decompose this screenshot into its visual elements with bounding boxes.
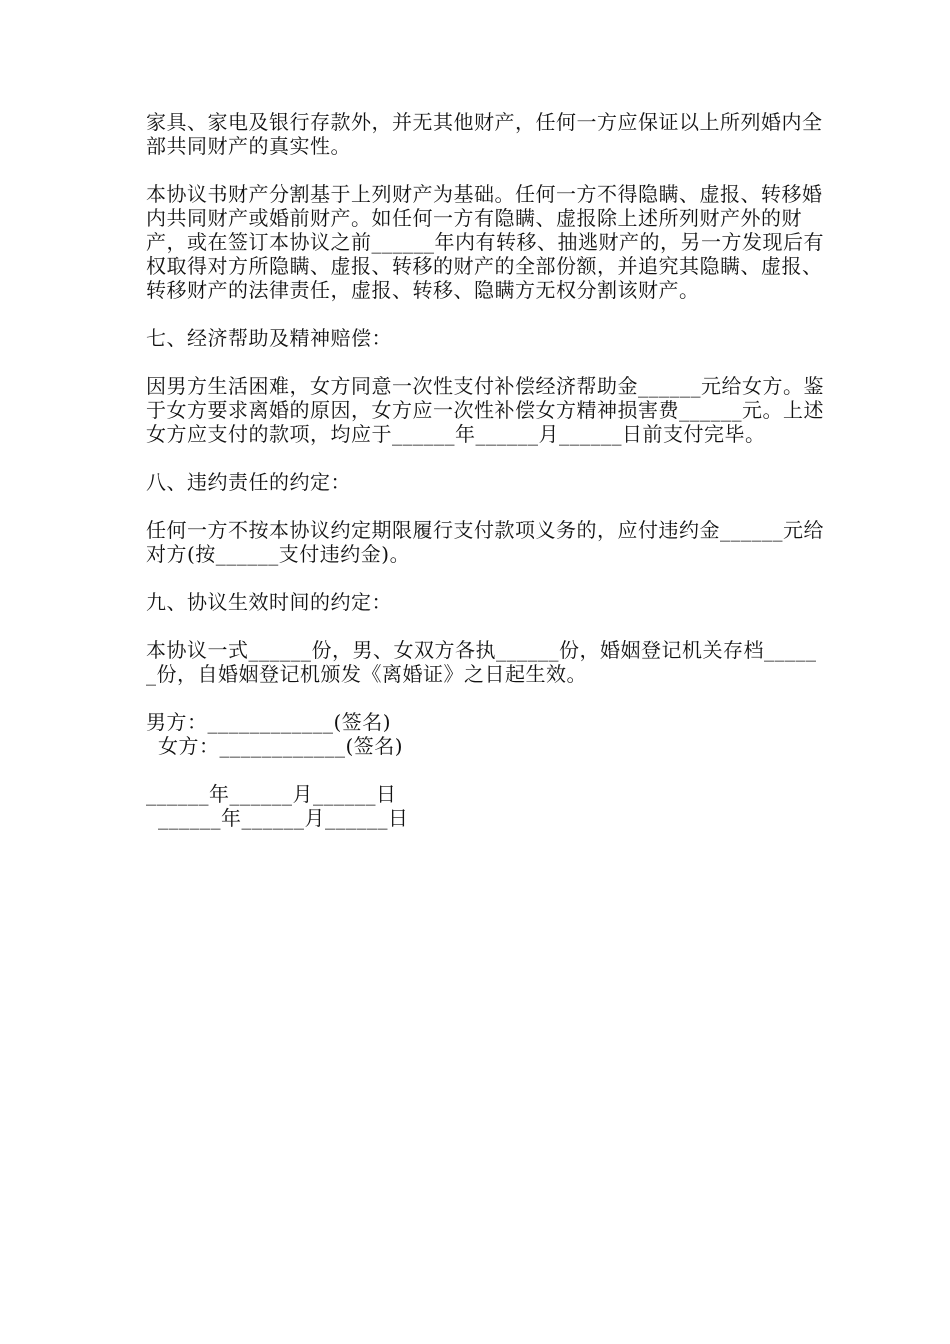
paragraph-effective-date: 本协议一式______份，男、女双方各执______份，婚姻登记机关存档______份，自婚姻登记机颁发《离婚证》之日起生效。 [146,638,817,686]
signature-female: 女方：____________(签名) [158,734,404,758]
heading-section-8: 八、违约责任的约定： [146,470,351,494]
signature-male: 男方：____________(签名) [146,710,392,734]
date-line-male: ______年______月______日 [146,782,397,806]
document-body [146,110,826,830]
paragraph-breach-liability: 任何一方不按本协议约定期限履行支付款项义务的，应付违约金______元给对方(按______支付违约金)。 [146,518,824,566]
date-line-female: ______年______月______日 [158,806,409,830]
heading-section-7: 七、经济帮助及精神赔偿： [146,326,392,350]
paragraph-property-list: 家具、家电及银行存款外，并无其他财产，任何一方应保证以上所列婚内全部共同财产的真实性。 [146,110,823,158]
heading-section-9: 九、协议生效时间的约定： [146,590,392,614]
paragraph-economic-help: 因男方生活困难，女方同意一次性支付补偿经济帮助金______元给女方。鉴于女方要求离婚的原因，女方应一次性补偿女方精神损害费______元。上述女方应支付的款项，均应于______年______月______日前支付完毕。 [146,374,824,446]
paragraph-property-division: 本协议书财产分割基于上列财产为基础。任何一方不得隐瞒、虚报、转移婚内共同财产或婚前财产。如任何一方有隐瞒、虚报除上述所列财产外的财产，或在签订本协议之前______年内有转移、抽逃财产的，另一方发现后有权取得对方所隐瞒、虚报、转移的财产的全部份额，并追究其隐瞒、虚报、转移财产的法律责任，虚报、转移、隐瞒方无权分割该财产。 [146,182,824,302]
